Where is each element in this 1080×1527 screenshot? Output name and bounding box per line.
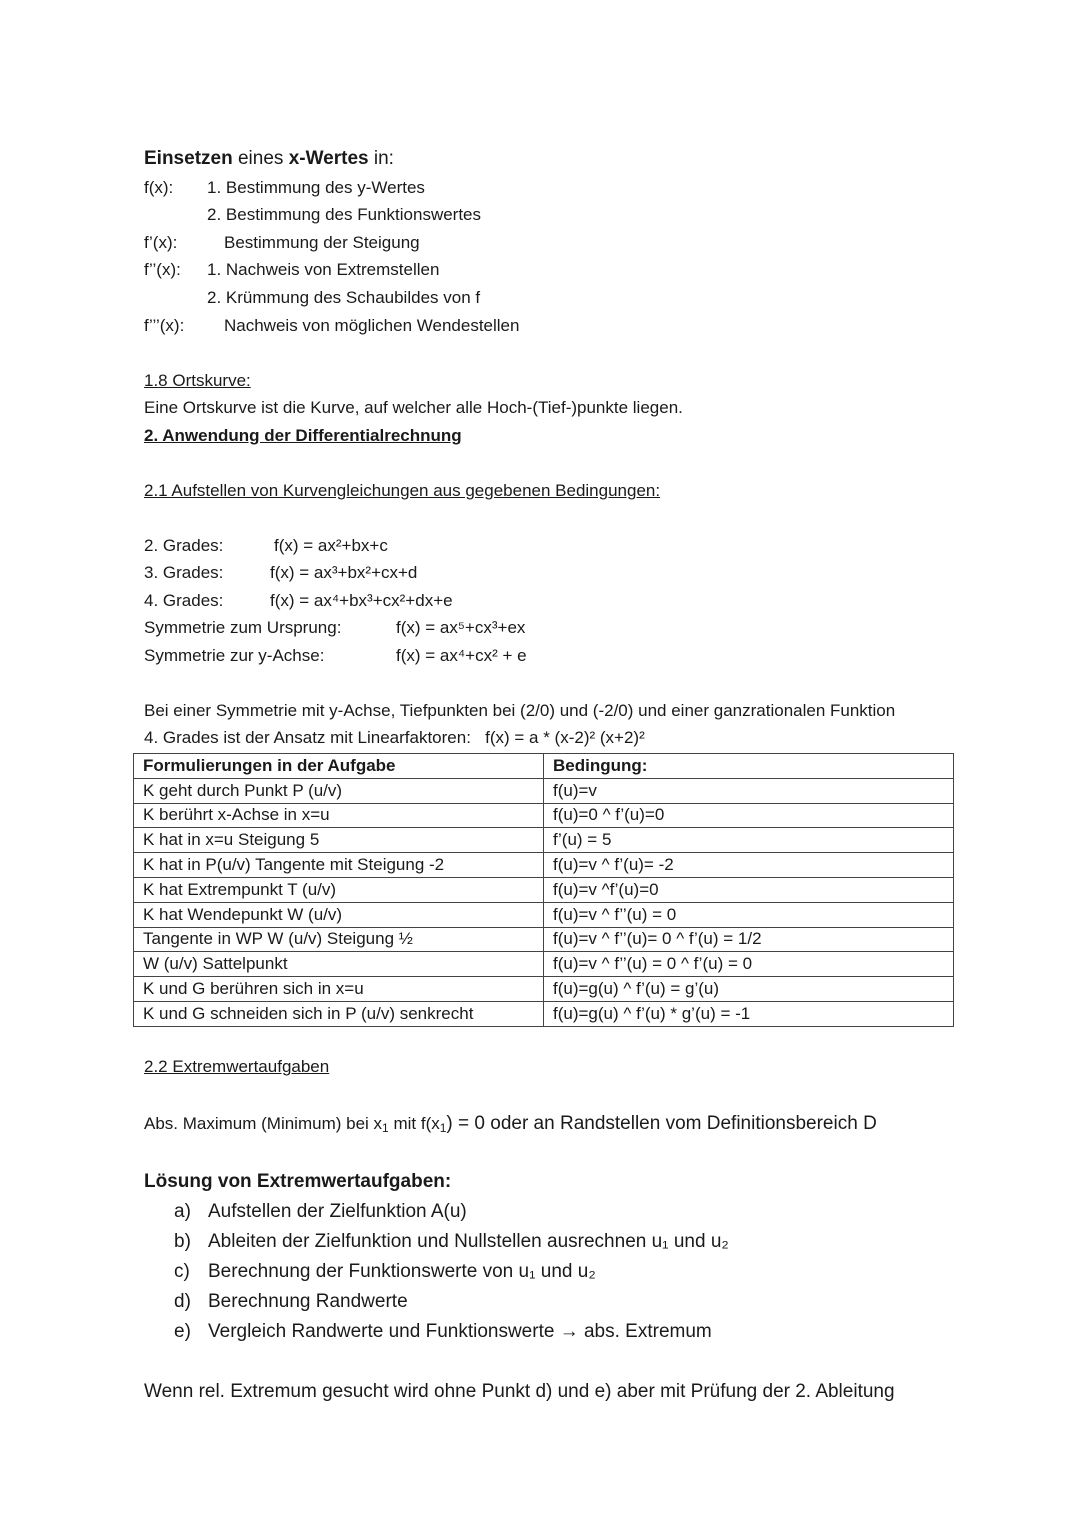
- heading-bold-einsetzen: Einsetzen: [144, 148, 233, 169]
- intro-row-label: f(x):: [144, 178, 174, 197]
- table-cell: f(u)=v: [544, 778, 954, 803]
- loesung-heading: Lösung von Extremwertaufgaben:: [144, 1171, 452, 1192]
- table-cell: f(u)=v ^f’(u)=0: [544, 877, 954, 902]
- section21-heading: 2.1 Aufstellen von Kurvengleichungen aus gegebenen Bedingungen:: [144, 481, 661, 500]
- grade-formula: f(x) = ax²+bx+c: [274, 536, 388, 555]
- intro-row-text: 2. Krümmung des Schaubildes von f: [207, 288, 481, 307]
- abs-text-a: Abs. Maximum (Minimum) bei x: [144, 1114, 383, 1133]
- table-header-cell: Bedingung:: [544, 754, 954, 779]
- step-text: Ableiten der Zielfunktion und Nullstellen ausrechnen u₁ und u₂: [208, 1231, 729, 1252]
- table-cell: K hat Extrempunkt T (u/v): [134, 877, 544, 902]
- intro-row-text: 1. Nachweis von Extremstellen: [207, 260, 440, 279]
- table-row: [134, 877, 954, 902]
- footer-note: Wenn rel. Extremum gesucht wird ohne Punkt d) und e) aber mit Prüfung der 2. Ableitung: [144, 1381, 895, 1402]
- ortskurve-text: Eine Ortskurve ist die Kurve, auf welcher alle Hoch-(Tief-)punkte liegen.: [144, 398, 683, 417]
- abs-subscript: 1: [439, 1121, 447, 1135]
- table-cell: K berührt x-Achse in x=u: [134, 803, 544, 828]
- section22-heading: 2.2 Extremwertaufgaben: [144, 1057, 330, 1076]
- table-row: [134, 778, 954, 803]
- grade-formula: f(x) = ax⁴+bx³+cx²+dx+e: [270, 591, 453, 610]
- table-cell: K hat Wendepunkt W (u/v): [134, 902, 544, 927]
- step-letter: e): [174, 1321, 191, 1342]
- ortskurve-heading: 1.8 Ortskurve:: [144, 371, 251, 390]
- intro-row-label: f’’’(x):: [144, 316, 185, 335]
- note-line-1: Bei einer Symmetrie mit y-Achse, Tiefpunkten bei (2/0) und (-2/0) und einer ganzrationalen Funktion: [144, 701, 896, 720]
- table-cell: f(u)=g(u) ^ f’(u) * g’(u) = -1: [544, 1001, 954, 1026]
- table-cell: Tangente in WP W (u/v) Steigung ½: [134, 927, 544, 952]
- grade-label: 4. Grades:: [144, 591, 224, 610]
- table-header-cell: Formulierungen in der Aufgabe: [134, 754, 544, 779]
- step-text: Berechnung der Funktionswerte von u₁ und u₂: [208, 1261, 596, 1282]
- table-cell: f’(u) = 5: [544, 828, 954, 853]
- table-row: [134, 828, 954, 853]
- step-text: Aufstellen der Zielfunktion A(u): [208, 1201, 467, 1222]
- table-cell: K hat in x=u Steigung 5: [134, 828, 544, 853]
- abs-subscript: 1: [382, 1121, 389, 1135]
- step-text: Vergleich Randwerte und Funktionswerte → abs. Extremum: [208, 1321, 712, 1342]
- table-row: [134, 1001, 954, 1026]
- table-cell: f(u)=g(u) ^ f’(u) = g’(u): [544, 977, 954, 1002]
- table-cell: K und G berühren sich in x=u: [134, 977, 544, 1002]
- heading-text: eines: [232, 148, 289, 169]
- abs-maximum-line: [144, 1113, 877, 1135]
- table-row: [134, 853, 954, 878]
- intro-row-text: Nachweis von möglichen Wendestellen: [224, 316, 520, 335]
- table-cell: W (u/v) Sattelpunkt: [134, 952, 544, 977]
- table-row: [134, 977, 954, 1002]
- intro-row-text: 1. Bestimmung des y-Wertes: [207, 178, 425, 197]
- table-cell: f(u)=v ^ f’’(u) = 0: [544, 902, 954, 927]
- section2-heading: 2. Anwendung der Differentialrechnung: [144, 426, 462, 445]
- grade-formula: f(x) = ax³+bx²+cx+d: [270, 563, 418, 582]
- grade-formula: f(x) = ax⁴+cx² + e: [396, 646, 527, 665]
- table-cell: K geht durch Punkt P (u/v): [134, 778, 544, 803]
- table-row: [134, 803, 954, 828]
- table-header-row: [134, 754, 954, 779]
- step-letter: a): [174, 1201, 191, 1222]
- grade-label: Symmetrie zum Ursprung:: [144, 618, 342, 637]
- conditions-table: [133, 753, 954, 1027]
- intro-row-text: 2. Bestimmung des Funktionswertes: [207, 205, 482, 224]
- table-cell: f(u)=0 ^ f’(u)=0: [544, 803, 954, 828]
- table-cell: f(u)=v ^ f’(u)= -2: [544, 853, 954, 878]
- table-row: [134, 902, 954, 927]
- intro-heading: [144, 148, 394, 170]
- abs-text-c: ) = 0 oder an Randstellen vom Definitionsbereich D: [446, 1113, 877, 1134]
- grade-label: 2. Grades:: [144, 536, 224, 555]
- table-row: [134, 952, 954, 977]
- intro-row-label: f’’(x):: [144, 260, 181, 279]
- grade-label: Symmetrie zur y-Achse:: [144, 646, 325, 665]
- step-letter: c): [174, 1261, 190, 1282]
- abs-text-b: mit f(x: [388, 1114, 440, 1133]
- grade-formula: f(x) = ax⁵+cx³+ex: [396, 618, 526, 637]
- step-text: Berechnung Randwerte: [208, 1291, 408, 1312]
- table-cell: K hat in P(u/v) Tangente mit Steigung -2: [134, 853, 544, 878]
- grade-label: 3. Grades:: [144, 563, 224, 582]
- intro-row-label: f’(x):: [144, 233, 178, 252]
- heading-bold-xwertes: x-Wertes: [288, 148, 369, 169]
- table-row: [134, 927, 954, 952]
- step-letter: b): [174, 1231, 191, 1252]
- note-line-2: 4. Grades ist der Ansatz mit Linearfaktoren: f(x) = a * (x-2)² (x+2)²: [144, 728, 645, 747]
- table-cell: f(u)=v ^ f’’(u) = 0 ^ f’(u) = 0: [544, 952, 954, 977]
- heading-text-end: in:: [368, 148, 394, 169]
- intro-row-text: Bestimmung der Steigung: [224, 233, 420, 252]
- table-cell: f(u)=v ^ f’’(u)= 0 ^ f’(u) = 1/2: [544, 927, 954, 952]
- step-letter: d): [174, 1291, 191, 1312]
- table-cell: K und G schneiden sich in P (u/v) senkrecht: [134, 1001, 544, 1026]
